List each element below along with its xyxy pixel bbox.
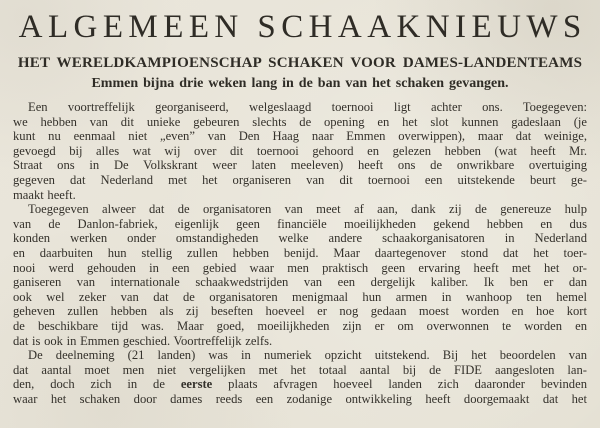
article-line: gegeven dat Nederland met het organiseren van dit toernooi een uitstekende beurt ge-: [13, 172, 587, 187]
article-line: dat is ook in Emmen geschied. Voortreffelijk zelfs.: [13, 333, 273, 348]
article-text-segment: plaats afvragen hoeveel landen zich daaronder bevinden: [212, 377, 587, 392]
article-line: Toegegeven alweer dat de organisatoren van meet af aan, dank zij de genereuze hulp: [28, 202, 587, 217]
article-line: de beschikbare tijd was. Maar goed, moeilijkheden zijn er om overwonnen te worden en: [13, 318, 587, 333]
article-line: dat aantal moet men niet vergelijken met het totaal aantal bij de FIDE aangesloten lan-: [13, 362, 587, 377]
article-line: [13, 377, 587, 392]
article-line: konden werken onder omstandigheden welke andere schaakorganisatoren in Nederland: [13, 231, 587, 246]
article-line: waar het schaken door dames reeds een zodanige ontwikkeling heeft doorgemaakt dat het: [13, 391, 587, 406]
article-heading: HET WERELDKAMPIOENSCHAP SCHAKEN VOOR DAMES-LANDENTEAMS: [17, 55, 583, 71]
article-line: nooi werd gehouden in een gebied waar men praktisch geen ervaring heeft met het or-: [13, 260, 587, 275]
article-line: geheven zullen hebben als zij beseften hoeveel er nog gedaan moest worden en hoe kort: [13, 304, 587, 319]
article-line: en daarbuiten hun stellig zullen hebben benijd. Maar daartegenover stond dat het toer-: [13, 245, 587, 260]
page-title: ALGEMEEN SCHAAKNIEUWS: [18, 9, 587, 45]
article-line: maakt heeft.: [13, 187, 76, 202]
article-text-segment-emphasis: eerste: [180, 377, 213, 392]
article-line: Straat ons in De Volkskrant weer laten meeleven) heeft ons de onwrikbare overtuiging: [13, 158, 587, 173]
article-body: [13, 100, 587, 406]
article-line: Een voortreffelijk georganiseerd, welgeslaagd toernooi ligt achter ons. Toegegeven:: [28, 100, 587, 114]
article-text-segment: den, doch zich in de: [13, 377, 181, 392]
article-line: kunt nu eenmaal niet „even” van Den Haag naar Emmen overwippen), maar dat weinige,: [13, 129, 587, 144]
article-line: ook wel zeker van dat de organisatoren menigmaal hun armen in wanhoop ten hemel: [13, 289, 587, 304]
article-line: De deelneming (21 landen) was in numeriek opzicht uitstekend. Bij het beoordelen van: [28, 348, 587, 363]
article-line: gevoegd bij alles wat wij over dit toernooi gehoord en gelezen hebben (wat heeft Mr.: [13, 143, 587, 158]
article-line: we hebben van dit unieke gebeuren slechts de opening en het slot kunnen gadeslaan (je: [13, 114, 587, 129]
article-line: van de Danlon-fabriek, eigenlijk geen financiële moeilijkheden gekend hebben en dus: [13, 216, 587, 231]
article-line: ganiseren van internationale schaakwedstrijden van een dergelijk kaliber. Ik ben er dan: [13, 275, 587, 290]
article-subheading: Emmen bijna drie weken lang in de ban van het schaken gevangen.: [91, 76, 509, 91]
